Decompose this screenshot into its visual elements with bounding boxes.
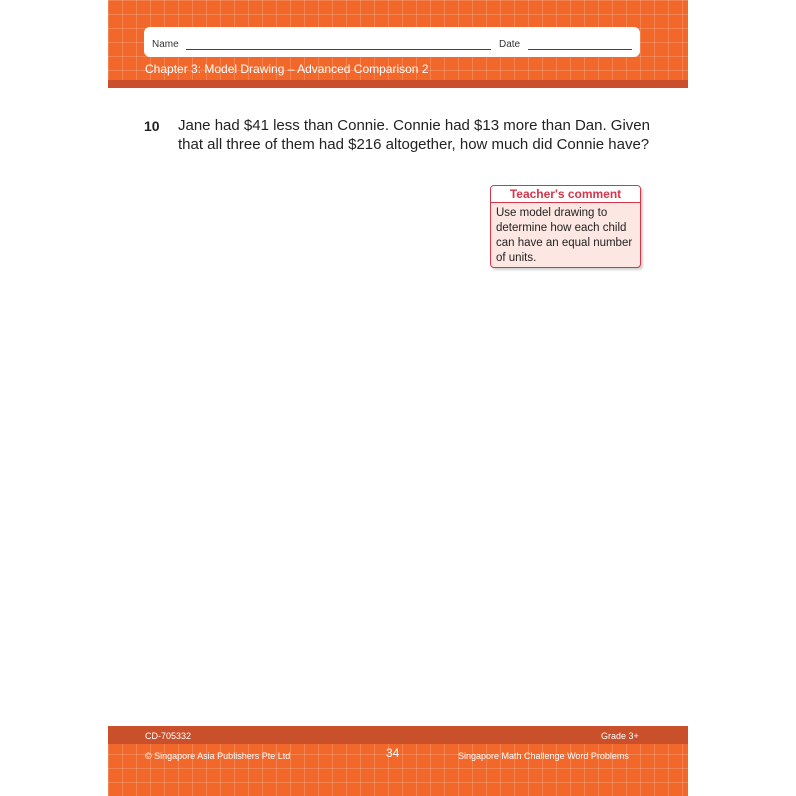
grade-label: Grade 3+ [601, 731, 639, 741]
chapter-title: Chapter 3: Model Drawing – Advanced Comparison 2 [145, 62, 429, 76]
teacher-comment-body: Use model drawing to determine how each child can have an equal number of units. [496, 207, 633, 264]
publisher-credit: © Singapore Asia Publishers Pte Ltd [145, 751, 291, 761]
header-strip [108, 80, 688, 88]
product-code: CD-705332 [145, 731, 192, 741]
teacher-comment-box [490, 185, 641, 268]
question-text: Jane had $41 less than Connie. Connie had $13 more than Dan. Given that all three of them had $216 altogether, how much did Connie have? [178, 117, 650, 153]
page-number: 34 [386, 746, 400, 760]
series-title: Singapore Math Challenge Word Problems [458, 751, 629, 761]
teacher-comment-title: Teacher's comment [491, 186, 640, 203]
date-field[interactable] [528, 49, 632, 50]
worksheet-page [108, 0, 688, 796]
name-label: Name [152, 39, 179, 50]
date-label: Date [499, 39, 521, 50]
header-band [108, 0, 688, 82]
name-field[interactable] [186, 49, 491, 50]
question-number: 10 [144, 118, 160, 134]
name-date-box [144, 27, 640, 57]
